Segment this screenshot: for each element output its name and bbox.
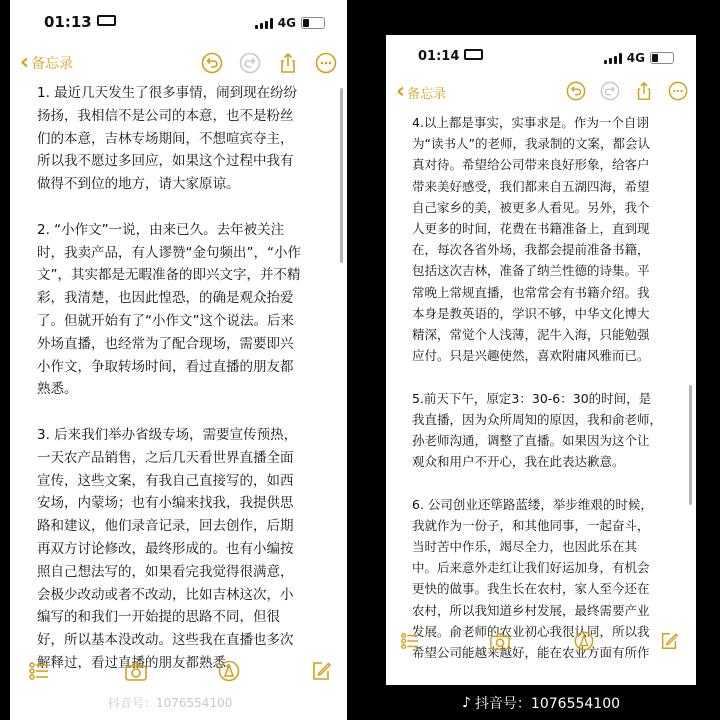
note-body[interactable]: 4.以上都是事实，实事求是。作为一个自诩 为“读书人”的老师，我录制的文案，都会认 真对待。希望给公司带来良好形象，给客户 带来美好感受，我们都来自五湖四海，希望 自己家乡的美，被更多人看见。另外，我个 人更多的时间，花费在书籍准备上，直到现 在，每次各省外场，我都会提前准备书籍， 包括这次吉林，准备了纳兰性德的诗集。平 常晚上常规直播，也常常会有书籍介绍。我 本身是教英语的，学识不够，中华文化博大 精深，常觉个人浅薄，泥牛入海，只能勉强 应付。只是兴趣使然，喜欢附庸风雅而已。 5.前天下午，原定3：30-6：30的时间，是 我直播，因为众所周知的原因，我和俞老师， 孙老师沟通，调整了直播。如果因为这个让 观众和用户不开心，我在此表达歉意。 6. 公司创业还筚路蓝缕，举步维艰的时候， 我就作为一份子，和其他同事，一起奋斗， 当时苦中作乐，竭尽全力，也因此乐在其 中。后来意外走红让我们好运加身，有机会 更快的做事。我生长在农村，家人至今还在 农村，所以我知道乡村发展，最终需要产业 发展。俞老师的农业初心我很认同，所以我 希望公司能越来越好，能在农业方面有所作 [412,115,663,661]
left-phone-screenshot [10,0,347,720]
camera-icon[interactable] [489,631,511,651]
douyin-logo-icon: ♪ [462,695,471,711]
status-time: 01:13 [44,13,116,31]
douyin-watermark: 抖音号：1076554100 [108,696,233,710]
undo-icon[interactable] [566,81,586,101]
network-type: 4G [277,16,296,30]
signal-icon [255,18,273,29]
notes-toolbar [10,52,347,78]
status-time: 01:14 [418,49,483,64]
back-label: 备忘录 [407,86,447,102]
checklist-icon[interactable] [400,631,420,651]
more-icon[interactable] [668,81,688,101]
compose-icon[interactable] [310,660,332,682]
checklist-icon[interactable] [28,660,50,682]
bottom-toolbar [386,631,696,661]
note-body[interactable]: 1. 最近几天发生了很多事情，闹到现在纷纷 扬扬，我相信不是公司的本意，也不是粉丝 们的本意，吉林专场期间，不想喧宾夺主， 所以我不愿过多回应，如果这个过程中我有 做得不到位的地方，请大家原谅。 2. “小作文”一说，由来已久。去年被关注 时，我卖产品，有人谬赞“金句频出”，“小作 文”，其实都是无暇准备的即兴文字，并不精 彩，我清楚，也因此惶恐，的确是观众抬爱 了。但就开始有了“小作文”这个说法。后来 外场直播，也经常为了配合现场，需要即兴 小作文，争取转场时间，看过直播的朋友都 熟悉。 3. 后来我们举办省级专场，需要宣传预热， 一天农产品销售，之后几天看世界直播全面 宣传，这些文案，有我自己直接写的，如西 安场，内蒙场；也有小编来找我，我提供思 路和建议，他们录音记录，回去创作，后期 再双方讨论修改，最终形成的。也有小编按 照自己想法写的，如果看完我觉得很满意， 会极少改动或者不改动，比如吉林这次，小 编写的和我们一开始提的思路不同，但很 好，所以基本没改动。这些我在直播也多次 解释过，看过直播的朋友都熟悉。 [37,85,301,671]
battery-icon [301,17,325,29]
camera-icon[interactable] [124,660,148,682]
share-icon[interactable] [277,52,299,74]
scrollbar[interactable] [340,88,343,263]
redo-icon[interactable] [239,52,261,74]
undo-icon[interactable] [201,52,223,74]
right-phone-screenshot [386,35,696,685]
back-label: 备忘录 [31,56,74,72]
battery-icon [650,52,674,64]
share-icon[interactable] [634,81,654,101]
more-icon[interactable] [315,52,337,74]
signal-icon [604,53,622,64]
markup-icon[interactable] [218,660,240,682]
sleep-mode-icon [97,15,116,26]
back-button[interactable] [396,81,446,103]
chevron-left-icon: ‹ [20,50,30,75]
scrollbar[interactable] [689,385,692,505]
status-bar [386,35,696,75]
markup-icon[interactable] [574,631,594,651]
sleep-mode-icon [464,49,483,60]
compose-icon[interactable] [659,631,679,651]
douyin-footer-watermark [462,693,620,713]
redo-icon[interactable] [600,81,620,101]
chevron-left-icon: ‹ [396,79,406,104]
douyin-id: 抖音号：1076554100 [474,696,621,712]
bottom-toolbar [10,660,347,690]
network-type: 4G [626,51,645,65]
notes-toolbar [386,81,696,105]
status-bar [10,0,347,40]
back-button[interactable] [20,52,73,74]
